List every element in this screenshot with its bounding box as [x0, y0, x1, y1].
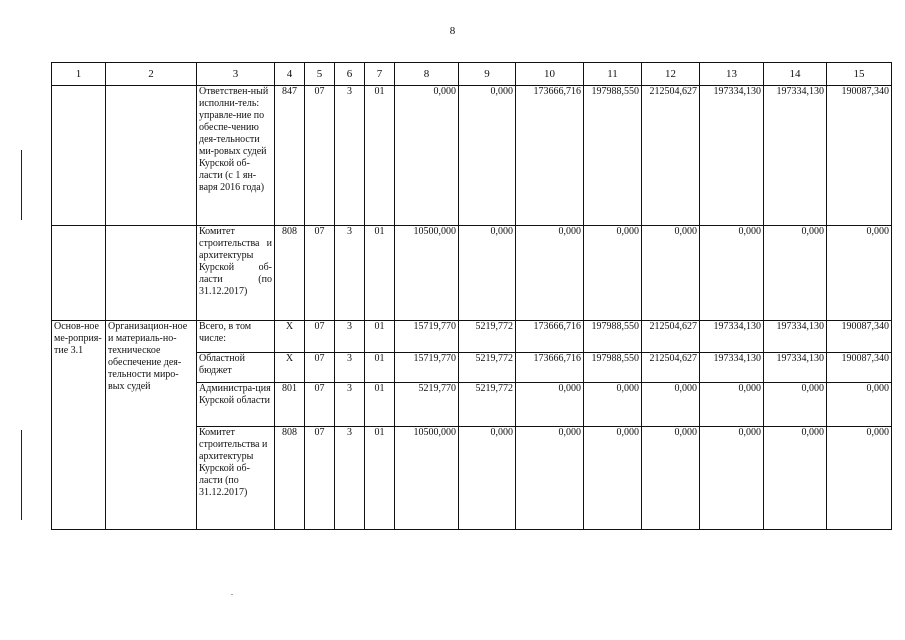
value-cell: 0,000 [827, 226, 892, 321]
value-cell: 197334,130 [700, 321, 764, 353]
value-cell: 847 [275, 86, 305, 226]
value-cell: 197334,130 [764, 86, 827, 226]
page-number: 8 [449, 25, 456, 37]
measure-name-cell [106, 86, 197, 226]
scan-edge-mark [21, 430, 22, 520]
value-cell: 808 [275, 427, 305, 530]
value-cell: 0,000 [700, 226, 764, 321]
value-cell: 07 [305, 353, 335, 383]
value-cell: 07 [305, 86, 335, 226]
executor-cell: Всего, в том числе: [197, 321, 275, 353]
value-cell: 212504,627 [642, 321, 700, 353]
value-cell: 15719,770 [395, 321, 459, 353]
value-cell: 212504,627 [642, 86, 700, 226]
value-cell: 197334,130 [764, 353, 827, 383]
table-row [52, 321, 892, 353]
value-cell: 0,000 [395, 86, 459, 226]
header-cell: 8 [395, 63, 459, 86]
measure-cell: Основ-ное ме-роприя-тие 3.1 [52, 321, 106, 530]
executor-cell: Комитет строительства и архитектуры Курской об-ласти (по 31.12.2017) [197, 226, 275, 321]
value-cell: 01 [365, 86, 395, 226]
header-row [52, 63, 892, 86]
value-cell: 173666,716 [516, 353, 584, 383]
value-cell: 5219,772 [459, 353, 516, 383]
value-cell: 197988,550 [584, 321, 642, 353]
value-cell: 10500,000 [395, 427, 459, 530]
value-cell: 3 [335, 226, 365, 321]
value-cell: 5219,772 [459, 383, 516, 427]
value-cell: 0,000 [516, 383, 584, 427]
value-cell: 0,000 [700, 427, 764, 530]
budget-table [51, 62, 892, 530]
value-cell: 0,000 [459, 226, 516, 321]
value-cell: 01 [365, 353, 395, 383]
value-cell: X [275, 321, 305, 353]
value-cell: 07 [305, 321, 335, 353]
value-cell: 0,000 [827, 383, 892, 427]
value-cell: 0,000 [764, 226, 827, 321]
value-cell: 3 [335, 383, 365, 427]
value-cell: 0,000 [827, 427, 892, 530]
value-cell: 190087,340 [827, 321, 892, 353]
value-cell: 07 [305, 427, 335, 530]
header-cell: 11 [584, 63, 642, 86]
value-cell: 0,000 [642, 383, 700, 427]
measure-cell [52, 226, 106, 321]
value-cell: 0,000 [584, 226, 642, 321]
executor-cell: Комитет строительства и архитектуры Курской об-ласти (по 31.12.2017) [197, 427, 275, 530]
header-cell: 7 [365, 63, 395, 86]
measure-name-cell: Организацион-ное и материаль-но-техническое обеспечение дея-тельности миро-вых судей [106, 321, 197, 530]
value-cell: 3 [335, 86, 365, 226]
value-cell: 190087,340 [827, 86, 892, 226]
value-cell: 3 [335, 427, 365, 530]
executor-cell: Администра-ция Курской области [197, 383, 275, 427]
header-cell: 6 [335, 63, 365, 86]
header-cell: 12 [642, 63, 700, 86]
footer-mark: . [231, 588, 233, 597]
value-cell: 0,000 [764, 383, 827, 427]
header-cell: 5 [305, 63, 335, 86]
header-cell: 9 [459, 63, 516, 86]
value-cell: 10500,000 [395, 226, 459, 321]
value-cell: 212504,627 [642, 353, 700, 383]
value-cell: 197988,550 [584, 86, 642, 226]
executor-cell: Областной бюджет [197, 353, 275, 383]
executor-cell: Ответствен-ный исполни-тель: управле-ние по обеспе-чению дея-тельности ми-ровых судей Курской об-ласти (с 1 ян-варя 2016 года) [197, 86, 275, 226]
value-cell: 0,000 [516, 427, 584, 530]
value-cell: 0,000 [459, 427, 516, 530]
header-cell: 3 [197, 63, 275, 86]
value-cell: 0,000 [584, 427, 642, 530]
value-cell: 01 [365, 383, 395, 427]
value-cell: 5219,770 [395, 383, 459, 427]
value-cell: 15719,770 [395, 353, 459, 383]
value-cell: 190087,340 [827, 353, 892, 383]
value-cell: 07 [305, 226, 335, 321]
value-cell: 197334,130 [700, 86, 764, 226]
value-cell: 197988,550 [584, 353, 642, 383]
value-cell: 173666,716 [516, 321, 584, 353]
value-cell: 3 [335, 321, 365, 353]
value-cell: 0,000 [584, 383, 642, 427]
value-cell: X [275, 353, 305, 383]
header-cell: 1 [52, 63, 106, 86]
header-cell: 4 [275, 63, 305, 86]
value-cell: 01 [365, 226, 395, 321]
scan-edge-mark [21, 150, 22, 220]
header-cell: 10 [516, 63, 584, 86]
value-cell: 197334,130 [764, 321, 827, 353]
value-cell: 0,000 [642, 427, 700, 530]
value-cell: 0,000 [459, 86, 516, 226]
value-cell: 0,000 [764, 427, 827, 530]
table-row [52, 86, 892, 226]
measure-cell [52, 86, 106, 226]
value-cell: 0,000 [700, 383, 764, 427]
header-cell: 15 [827, 63, 892, 86]
header-cell: 2 [106, 63, 197, 86]
value-cell: 197334,130 [700, 353, 764, 383]
value-cell: 07 [305, 383, 335, 427]
value-cell: 0,000 [642, 226, 700, 321]
header-cell: 13 [700, 63, 764, 86]
measure-name-cell [106, 226, 197, 321]
table-row [52, 226, 892, 321]
value-cell: 5219,772 [459, 321, 516, 353]
value-cell: 808 [275, 226, 305, 321]
value-cell: 01 [365, 321, 395, 353]
header-cell: 14 [764, 63, 827, 86]
value-cell: 0,000 [516, 226, 584, 321]
value-cell: 3 [335, 353, 365, 383]
value-cell: 801 [275, 383, 305, 427]
value-cell: 173666,716 [516, 86, 584, 226]
value-cell: 01 [365, 427, 395, 530]
